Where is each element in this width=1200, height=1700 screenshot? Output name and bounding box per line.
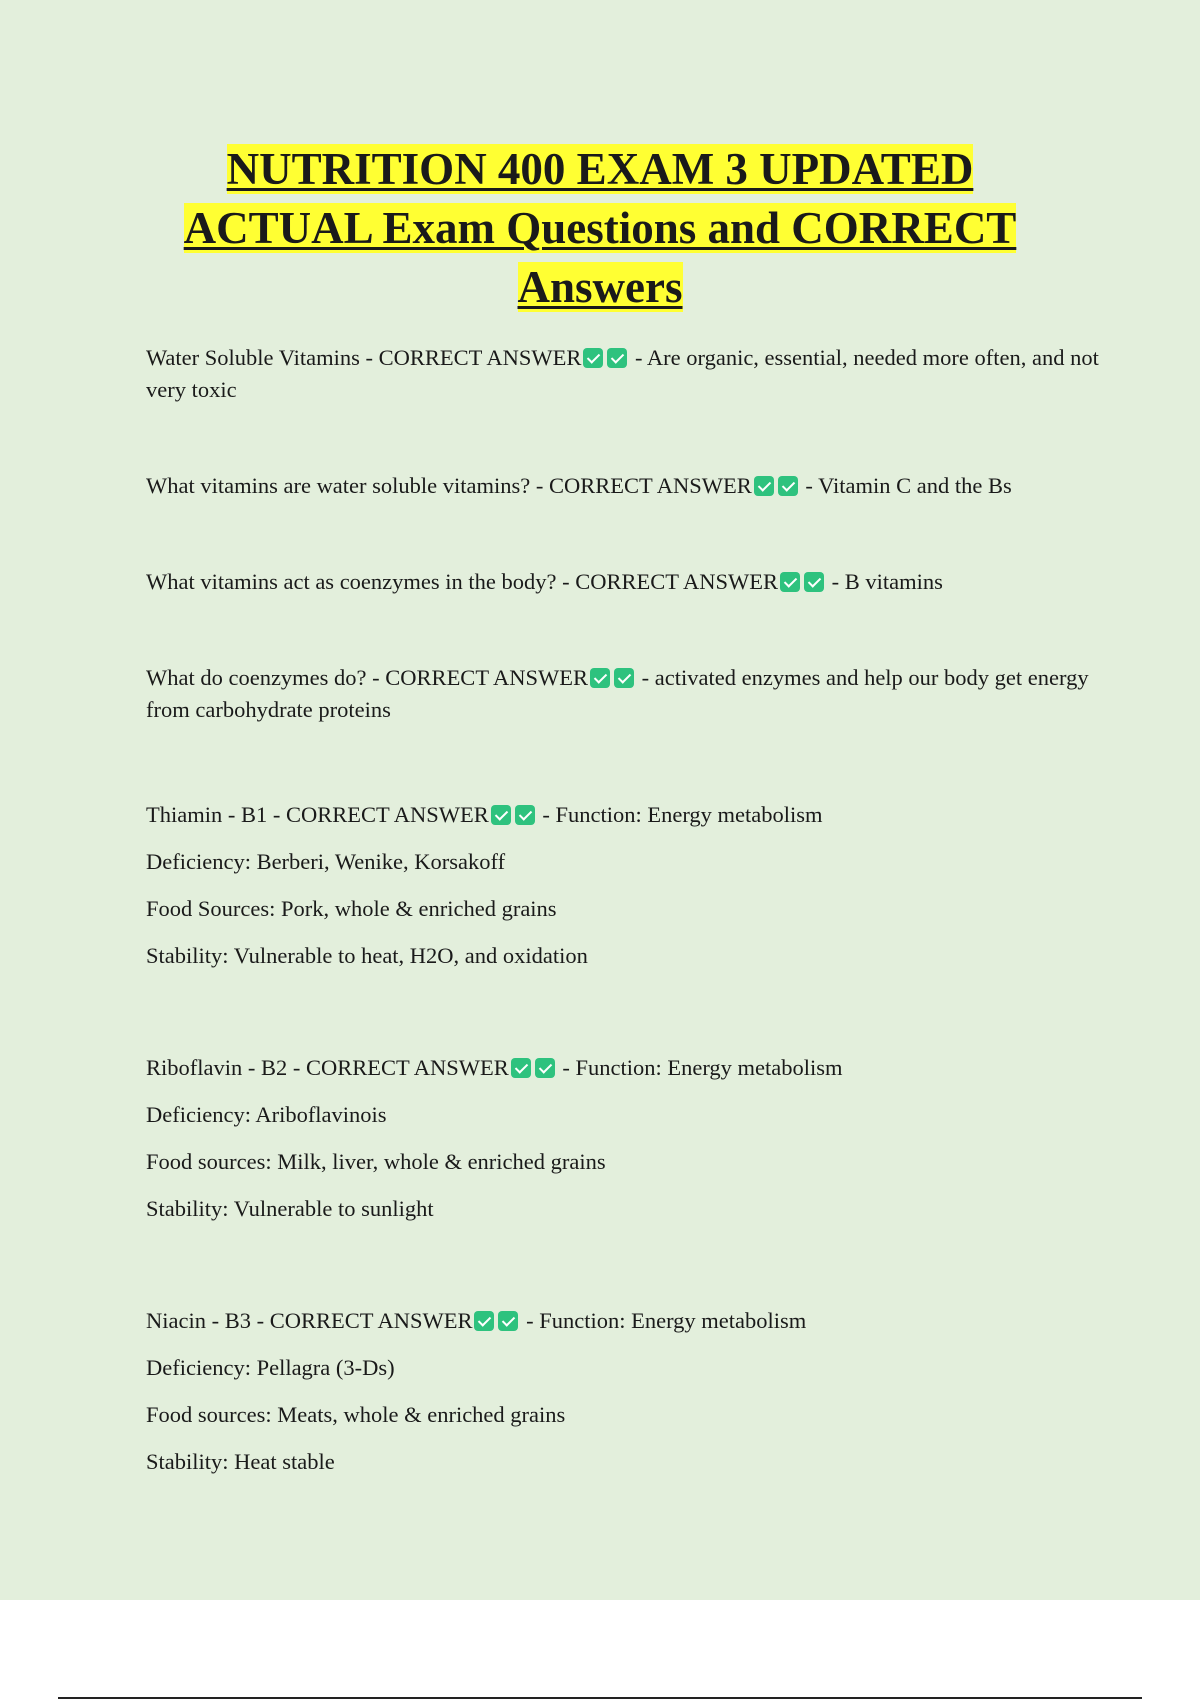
qa-line [146, 342, 1106, 406]
qa-line [146, 1044, 1106, 1091]
food-sources-line: Food sources: Milk, liver, whole & enriched grains [146, 1149, 606, 1174]
title-line-2: ACTUAL Exam Questions and CORRECT [183, 203, 1017, 253]
food-sources-line: Food Sources: Pork, whole & enriched grains [146, 896, 557, 921]
check-mark-icon [535, 1058, 555, 1078]
question-text: Niacin - B3 - [146, 1308, 270, 1333]
qa-entry-thiamin [146, 791, 1106, 979]
document-title [100, 140, 1100, 317]
correct-answer-label: CORRECT ANSWER [575, 569, 778, 594]
check-mark-icon [515, 805, 535, 825]
stability-line: Stability: Vulnerable to heat, H2O, and oxidation [146, 943, 588, 968]
qa-entry-which-water-soluble [146, 470, 1106, 502]
question-text: Water Soluble Vitamins - [146, 345, 379, 370]
food-sources-line: Food sources: Meats, whole & enriched grains [146, 1402, 566, 1427]
deficiency-line: Deficiency: Pellagra (3-Ds) [146, 1355, 395, 1380]
answer-text: - B vitamins [826, 569, 943, 594]
check-mark-icon [778, 476, 798, 496]
question-text: Riboflavin - B2 - [146, 1055, 306, 1080]
qa-entry-riboflavin [146, 1044, 1106, 1232]
answer-text: - Are organic, essential, needed more often, and not very toxic [146, 345, 1099, 402]
qa-entry-coenzyme-vitamins [146, 566, 1106, 598]
qa-line [146, 791, 1106, 838]
check-mark-icon [754, 476, 774, 496]
check-mark-icon [491, 805, 511, 825]
answer-text: - Function: Energy metabolism [536, 802, 823, 827]
qa-entry-coenzyme-function [146, 662, 1106, 726]
answer-text: - Function: Energy metabolism [520, 1308, 807, 1333]
stability-line: Stability: Heat stable [146, 1449, 335, 1474]
check-mark-icon [590, 668, 610, 688]
check-mark-icon [511, 1058, 531, 1078]
answer-text: - activated enzymes and help our body get energy from carbohydrate proteins [146, 665, 1089, 722]
correct-answer-label: CORRECT ANSWER [269, 1308, 473, 1333]
page-divider [58, 1697, 1142, 1699]
qa-entry-niacin [146, 1297, 1106, 1485]
correct-answer-label: CORRECT ANSWER [385, 665, 589, 690]
question-text: What vitamins are water soluble vitamins? - [146, 473, 550, 498]
title-line-3: Answers [517, 262, 683, 312]
qa-line [146, 662, 1106, 726]
check-mark-icon [614, 668, 634, 688]
answer-text: - Vitamin C and the Bs [799, 473, 1012, 498]
question-text: What vitamins act as coenzymes in the body? - [146, 569, 576, 594]
correct-answer-label: CORRECT ANSWER [285, 802, 489, 827]
qa-line [146, 470, 1106, 502]
check-mark-icon [607, 348, 627, 368]
question-text: Thiamin - B1 - [146, 802, 286, 827]
check-mark-icon [583, 348, 603, 368]
question-text: What do coenzymes do? - [146, 665, 386, 690]
qa-list [146, 342, 1106, 1549]
title-line-1: NUTRITION 400 EXAM 3 UPDATED [226, 144, 974, 194]
qa-line [146, 566, 1106, 598]
correct-answer-label: CORRECT ANSWER [305, 1055, 509, 1080]
check-mark-icon [474, 1311, 494, 1331]
answer-text: - Function: Energy metabolism [556, 1055, 843, 1080]
check-mark-icon [498, 1311, 518, 1331]
deficiency-line: Deficiency: Ariboflavinois [146, 1102, 387, 1127]
correct-answer-label: CORRECT ANSWER [549, 473, 752, 498]
qa-line [146, 1297, 1106, 1344]
correct-answer-label: CORRECT ANSWER [378, 345, 582, 370]
qa-entry-water-soluble-vitamins [146, 342, 1106, 406]
deficiency-line: Deficiency: Berberi, Wenike, Korsakoff [146, 849, 506, 874]
check-mark-icon [804, 572, 824, 592]
check-mark-icon [780, 572, 800, 592]
stability-line: Stability: Vulnerable to sunlight [146, 1196, 434, 1221]
